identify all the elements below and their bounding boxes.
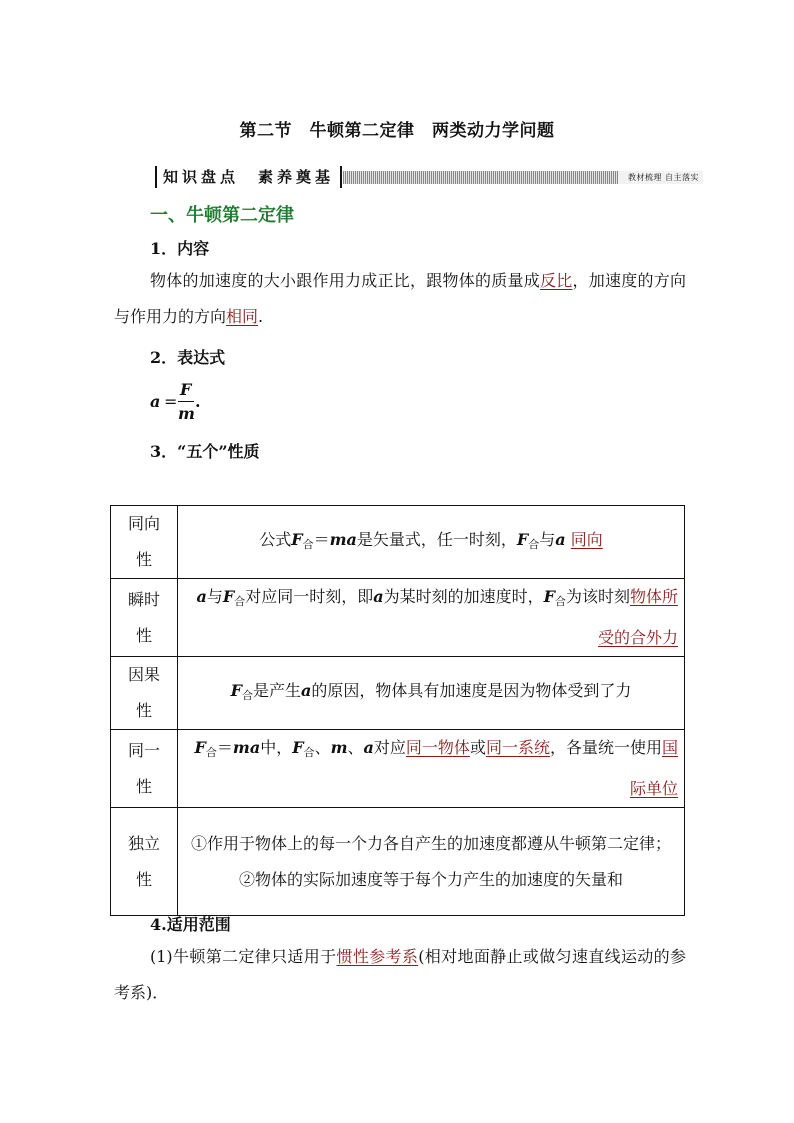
row-name: 同一 性: [111, 730, 178, 808]
heading-expression: 2．表达式: [150, 348, 226, 367]
scope-paragraph: (1)牛顿第二定律只适用于惯性参考系(相对地面静止或做匀速直线运动的参考系)．: [114, 947, 686, 1002]
banner-title: 知识盘点 素养奠基: [155, 166, 342, 188]
table-row: [111, 657, 685, 730]
table-row: [111, 808, 685, 916]
heading-properties: 3．“五个”性质: [150, 442, 260, 461]
content-paragraph: 物体的加速度的大小跟作用力成正比，跟物体的质量成反比，加速度的方向与作用力的方向相同.: [114, 271, 686, 326]
row-desc: 公式$F_合=ma$是矢量式，任一时刻，$F_合$与a 同向: [178, 506, 685, 579]
row-name: 因果 性: [111, 657, 178, 730]
row-name: 独立 性: [111, 808, 178, 916]
heading-content: 1．内容: [150, 239, 210, 258]
row-desc: ①作用于物体上的每一个力各自产生的加速度都遵从牛顿第二定律； ②物体的实际加速度等于每个力产生的加速度的矢量和: [178, 808, 685, 916]
answer: 国际单位: [629, 738, 678, 798]
table-row: [111, 730, 685, 808]
answer: 同一系统: [485, 738, 550, 757]
page-title: 第二节 牛顿第二定律 两类动力学问题: [239, 121, 555, 141]
heading-scope: 4.适用范围: [150, 915, 231, 934]
answer-same: 相同: [226, 307, 259, 326]
answer: 物体所受的合外力: [597, 587, 678, 647]
section-banner: [155, 168, 703, 186]
properties-table: [110, 505, 685, 916]
row-name: 瞬时 性: [111, 579, 178, 657]
answer-inverse: 反比: [539, 271, 573, 290]
table-row: [111, 579, 685, 657]
row-desc: a与$F_合$对应同一时刻，即a为某时刻的加速度时，$F_合$为该时刻物体所受的合外力: [178, 579, 685, 657]
answer: 同向: [570, 529, 603, 549]
section-title: 一、牛顿第二定律: [150, 205, 294, 226]
answer: 同一物体: [405, 738, 470, 757]
banner-subtitle: 教材梳理 自主落实: [618, 171, 703, 184]
row-desc: $F_合$是产生a的原因，物体具有加速度是因为物体受到了力: [178, 657, 685, 730]
row-name: 同向 性: [111, 506, 178, 579]
answer-inertial-frame: 惯性参考系: [336, 947, 419, 966]
table-row: [111, 506, 685, 579]
row-desc: $F_合=ma$中，$F_合$、m、a对应同一物体或同一系统，各量统一使用国际单位: [178, 730, 685, 808]
